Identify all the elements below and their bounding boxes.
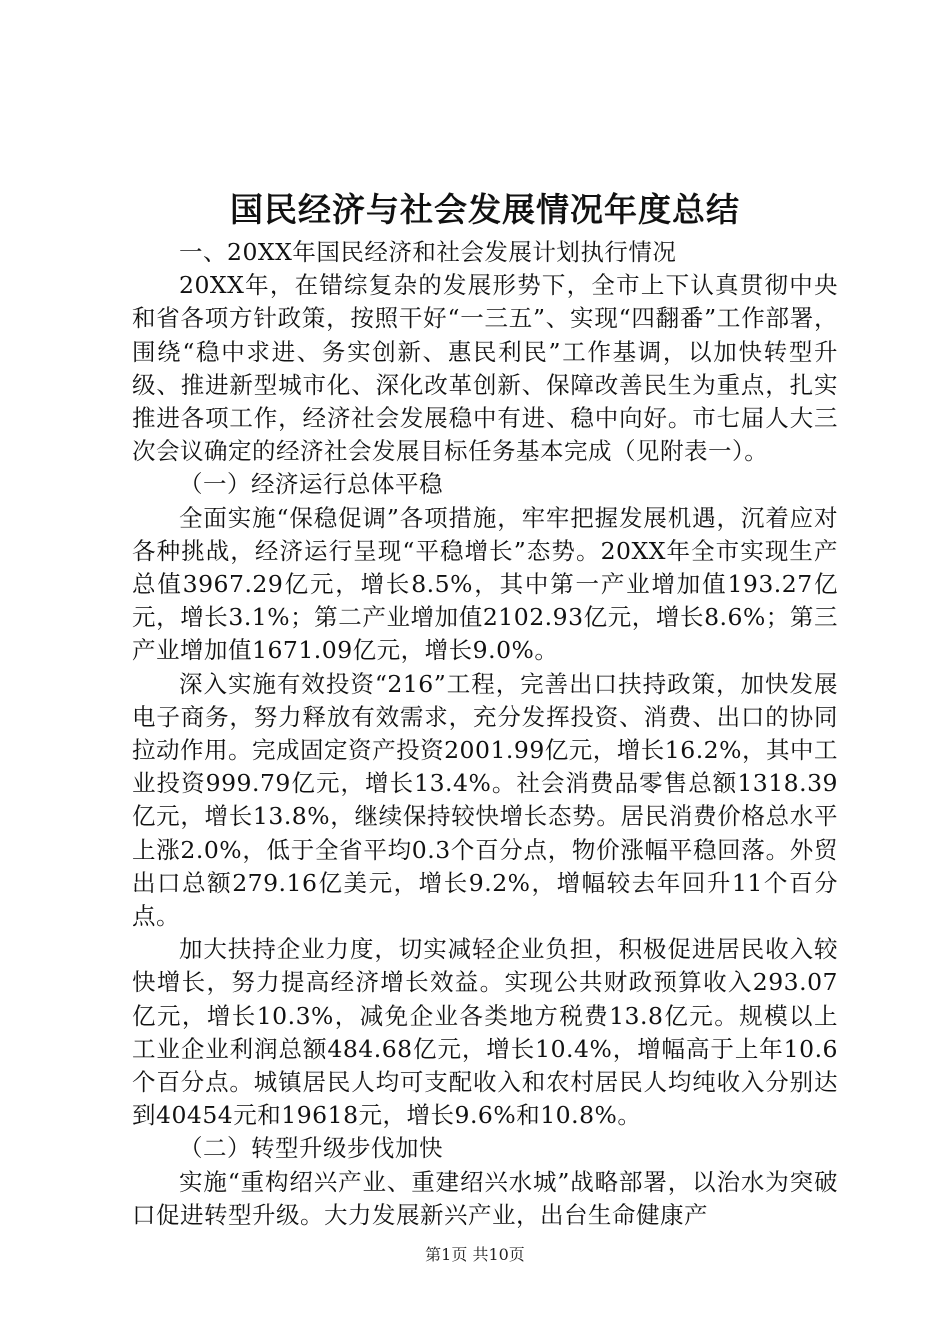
page-number: 第1页 共10页 [425, 1245, 525, 1264]
paragraph-investment: 深入实施有效投资“216”工程，完善出口扶持政策，加快发展电子商务，努力释放有效需求，充分发挥投资、消费、出口的协同拉动作用。完成固定资产投资2001.99亿元，增长16.2%，其中工业投资999.79亿元，增长13.4%。社会消费品零售总额1318.39亿元，增长13.8%，继续保持较快增长态势。居民消费价格总水平上涨2.0%，低于全省平均0.3个百分点，物价涨幅平稳回落。外贸出口总额279.16亿美元，增长9.2%，增幅较去年回升11个百分点。 [132, 669, 838, 931]
document-title: 国民经济与社会发展情况年度总结 [230, 190, 740, 229]
document-body [132, 186, 838, 1232]
section-heading-1: 一、20XX年国民经济和社会发展计划执行情况 [179, 238, 677, 266]
subsection-heading-1: （一）经济运行总体平稳 [179, 470, 443, 499]
subsection-heading-2: （二）转型升级步伐加快 [179, 1134, 443, 1163]
paragraph-economy: 全面实施“保稳促调”各项措施，牢牢把握发展机遇，沉着应对各种挑战，经济运行呈现“平稳增长”态势。20XX年全市实现生产总值3967.29亿元，增长8.5%，其中第一产业增加值193.27亿元，增长3.1%；第二产业增加值2102.93亿元，增长8.6%；第三产业增加值1671.09亿元，增长9.0%。 [132, 503, 838, 665]
paragraph-intro: 20XX年，在错综复杂的发展形势下，全市上下认真贯彻中央和省各项方针政策，按照干好“一三五”、实现“四翻番”工作部署，围绕“稳中求进、务实创新、惠民利民”工作基调，以加快转型升级、推进新型城市化、深化改革创新、保障改善民生为重点，扎实推进各项工作，经济社会发展稳中有进、稳中向好。市七届人大三次会议确定的经济社会发展目标任务基本完成（见附表一）。 [132, 271, 838, 466]
paragraph-transformation: 实施“重构绍兴产业、重建绍兴水城”战略部署，以治水为突破口促进转型升级。大力发展新兴产业，出台生命健康产 [132, 1167, 838, 1229]
paragraph-enterprise: 加大扶持企业力度，切实减轻企业负担，积极促进居民收入较快增长，努力提高经济增长效益。实现公共财政预算收入293.07亿元，增长10.3%，减免企业各类地方税费13.8亿元。规模以上工业企业利润总额484.68亿元，增长10.4%，增幅高于上年10.6个百分点。城镇居民人均可支配收入和农村居民人均纯收入分别达到40454元和19618元，增长9.6%和10.8%。 [132, 935, 838, 1130]
